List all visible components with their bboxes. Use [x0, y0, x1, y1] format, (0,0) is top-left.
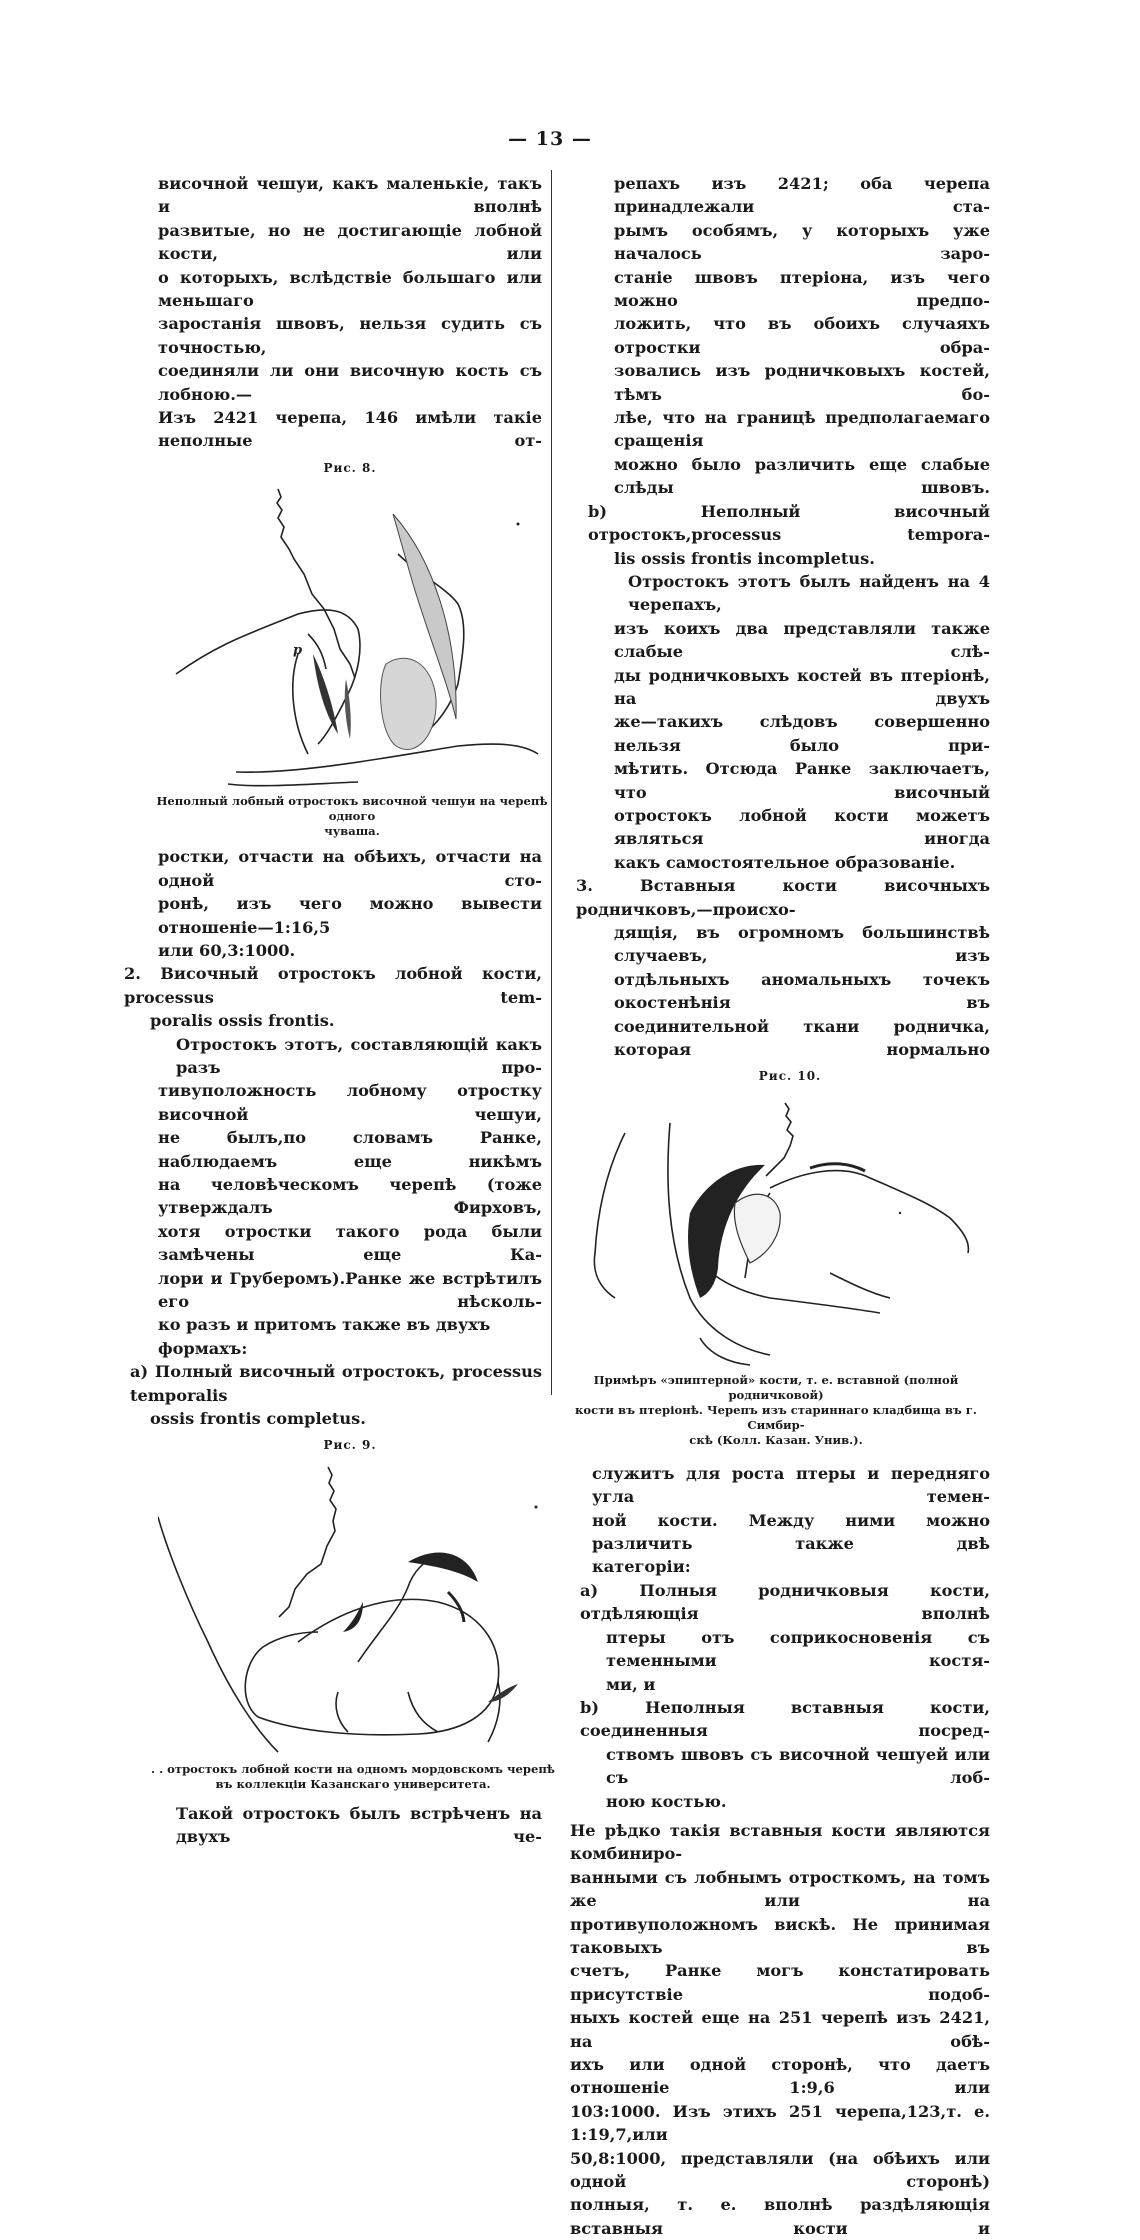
text-line: изъ коихъ два представляли также слабые слѣ- — [614, 618, 990, 662]
text-line: дящія, въ огромномъ большинствѣ случаевъ, изъ — [614, 923, 990, 966]
text-line: или 60,3:1000. — [158, 940, 296, 960]
left-column — [124, 172, 555, 1849]
text-line: Отростокъ этотъ былъ найденъ на 4 черепахъ, — [628, 571, 990, 615]
text-line: отдѣльныхъ аномальныхъ точекъ окостенѣнія въ — [614, 969, 990, 1013]
text-line: ростки, отчасти на обѣихъ, отчасти на одной сто- — [158, 847, 542, 890]
figure-9-skull-drawing — [158, 1462, 542, 1762]
text-line: на человѣческомъ черепѣ (тоже утверждалъ Фирховъ, — [158, 1174, 542, 1218]
text-line: отростокъ лобной кости можетъ являться иногда — [614, 805, 990, 849]
text-line: 50,8:1000, представляли (на обѣихъ или одной сторонѣ) — [570, 2148, 990, 2192]
text-line: не былъ,по словамъ Ранке, наблюдаемъ еще никѣмъ — [158, 1128, 542, 1171]
text-line: репахъ изъ 2421; оба черепа принадлежали ста- — [614, 174, 990, 217]
text-line: а) Полныя родничковыя кости, отдѣляющія вполнѣ — [580, 1580, 990, 1624]
svg-text:p: p — [293, 643, 303, 659]
figure-9-label: Рис. 9. — [323, 1438, 377, 1453]
text-line: 3. Вставныя кости височныхъ родничковъ,—происхо- — [576, 876, 990, 919]
caption-line: скѣ (Колл. Казан. Унив.). — [689, 1432, 863, 1447]
figure-8-skull-drawing — [158, 484, 542, 794]
text-line: о которыхъ, вслѣдствіе большаго или меньшаго — [158, 267, 542, 311]
text-line: Не рѣдко такія вставныя кости являются комбиниро- — [570, 1820, 990, 1864]
text-line: станіе швовъ птеріона, изъ чего можно предпо- — [614, 267, 990, 311]
text-line: птеры отъ соприкосновенія съ теменными костя- — [606, 1627, 990, 1671]
caption-line: кости въ птеріонѣ. Черепъ изъ стариннаго кладбища въ г. Симбир- — [575, 1402, 977, 1432]
text-line: полныя, т. е. вполнѣ раздѣляющія вставныя кости и — [570, 2195, 990, 2238]
caption-line: чуваша. — [324, 824, 380, 839]
text-line: ды родничковыхъ костей въ птеріонѣ, на двухъ — [614, 665, 990, 708]
list-item-2 — [124, 962, 542, 1009]
text-line: Отростокъ этотъ, составляющій какъ разъ про- — [176, 1034, 542, 1077]
text-line: lis ossis frontis incompletus. — [614, 548, 875, 568]
text-line: категоріи: — [592, 1557, 691, 1577]
caption-line: Примѣръ «эпиптерной» кости, т. е. вставной (полной родничковой) — [593, 1372, 959, 1402]
text-line: ной кости. Между ними можно различить также двѣ — [592, 1510, 990, 1554]
text-line: ванными съ лобнымъ отросткомъ, на томъ же или на — [570, 1867, 990, 1911]
text-line: служитъ для роста птеры и передняго угла темен- — [592, 1463, 990, 1507]
text-line: poralis ossis frontis. — [150, 1011, 335, 1031]
text-line: ложить, что въ обоихъ случаяхъ отростки обра- — [614, 314, 990, 357]
text-line: 103:1000. Изъ этихъ 251 черепа,123,т. е. 1:19,7,или — [570, 2101, 990, 2145]
text-line: b) Неполный височный отростокъ,processus tempora- — [588, 501, 990, 545]
text-line: рымъ особямъ, у которыхъ уже началось заро- — [614, 220, 990, 264]
text-line: же—такихъ слѣдовъ совершенно нельзя было при- — [614, 712, 990, 755]
text-line: 2. Височный отростокъ лобной кости, processus tem- — [124, 964, 542, 1007]
text-line: а) Полный височный отростокъ, processus temporalis — [130, 1362, 542, 1405]
text-line: соединительной ткани родничка, которая нормально — [614, 1016, 990, 1060]
text-line: ossis frontis completus. — [150, 1409, 366, 1429]
text-line: ною костью. — [606, 1791, 727, 1811]
text-line: хотя отростки такого рода были замѣчены еще Ка- — [158, 1221, 542, 1265]
figure-9-caption — [148, 1762, 558, 1792]
text-line: соединяли ли они височную кость съ лобною.— — [158, 361, 542, 404]
figure-10-label: Рис. 10. — [758, 1069, 822, 1084]
text-line: какъ самостоятельное образованіе. — [614, 852, 956, 872]
figure-8-label: Рис. 8. — [323, 460, 377, 475]
caption-line: . . отростокъ лобной кости на одномъ мордовскомъ черепѣ — [151, 1761, 555, 1776]
text-line: мѣтить. Отсюда Ранке заключаетъ, что височный — [614, 759, 990, 802]
caption-line: въ коллекціи Казанскаго университета. — [215, 1776, 491, 1791]
figure-8-caption — [132, 794, 572, 839]
text-line: ко разъ и притомъ также въ двухъ формахъ: — [158, 1315, 491, 1358]
text-line: ствомъ швовъ съ височной чешуей или съ лоб- — [606, 1744, 990, 1788]
text-line: b) Неполныя вставныя кости, соединенныя посред- — [580, 1697, 990, 1741]
text-line: лѣе, что на границѣ предполагаемаго сращенія — [614, 408, 990, 451]
text-line: счетъ, Ранке могъ констатировать присутствіе подоб- — [570, 1961, 990, 2004]
text-line: зовались изъ родничковыхъ костей, тѣмъ бо- — [614, 361, 990, 404]
text-line: тивуположность лобному отростку височной чешуи, — [158, 1081, 542, 1124]
column-divider — [551, 170, 552, 1395]
text-line: ронѣ, изъ чего можно вывести отношеніе—1:16,5 — [158, 894, 542, 937]
text-line: ныхъ костей еще на 251 черепѣ изъ 2421, на обѣ- — [570, 2008, 990, 2051]
right-column — [570, 172, 990, 2240]
text-line: можно было различить еще слабые слѣды швовъ. — [614, 454, 990, 498]
page-number: — 13 — — [508, 128, 592, 150]
figure-10-caption — [556, 1373, 996, 1448]
caption-line: Неполный лобный отростокъ височной чешуи на черепѣ одного — [156, 794, 548, 824]
figure-10-skull-drawing — [570, 1093, 990, 1373]
text-line: развитые, но не достигающіе лобной кости, или — [158, 220, 542, 264]
text-line: Изъ 2421 черепа, 146 имѣли такіе неполные от- — [158, 408, 542, 451]
text-line: Такой отростокъ былъ встрѣченъ на двухъ че- — [176, 1803, 542, 1847]
text-line: заростанія швовъ, нельзя судить съ точностью, — [158, 314, 542, 357]
text-line: височной чешуи, какъ маленькіе, такъ и вполнѣ — [158, 174, 542, 217]
text-line: лори и Груберомъ).Ранке же встрѣтилъ его нѣсколь- — [158, 1268, 542, 1311]
text-line: противуположномъ вискѣ. Не принимая таковыхъ въ — [570, 1914, 990, 1957]
text-line: ми, и — [606, 1674, 656, 1694]
text-line: ихъ или одной сторонѣ, что даетъ отношеніе 1:9,6 или — [570, 2055, 990, 2098]
